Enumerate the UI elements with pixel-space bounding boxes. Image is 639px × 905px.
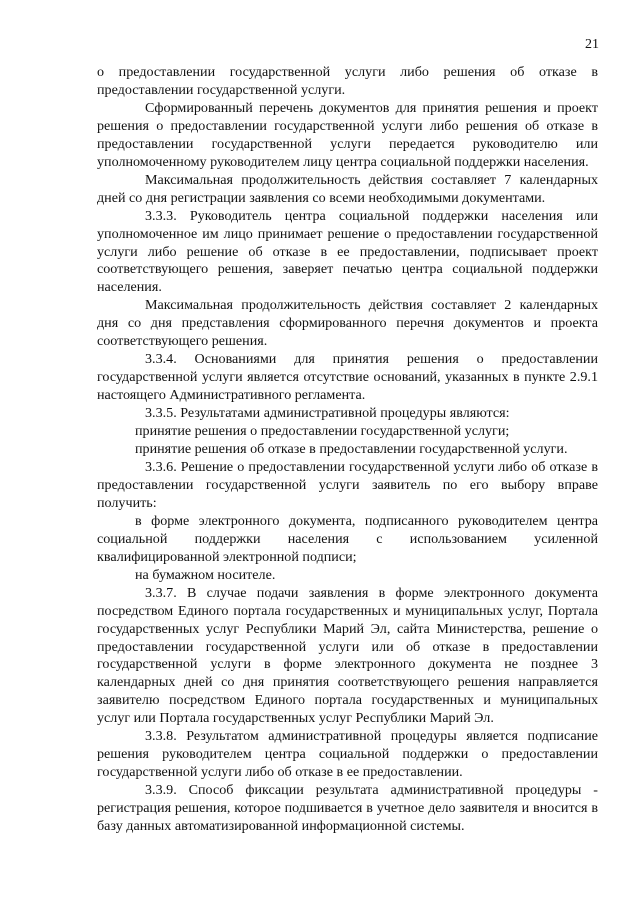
paragraph: 3.3.5. Результатами административной процедуры являются: [145, 405, 510, 422]
paragraph: 3.3.8. Результатом административной процедуры является подписание решения руководителем центра социальной поддержки о предоставлении государственной услуги либо об отказе в ее предоставлении. [97, 728, 598, 781]
paragraph: о предоставлении государственной услуги либо решения об отказе в предоставлении государственной услуги. [97, 64, 598, 98]
list-item: в форме электронного документа, подписанного руководителем центра социальной поддержки населения с использованием усиленной квалифицированной электронной подписи; [97, 512, 598, 565]
document-body [97, 64, 598, 836]
list-item: на бумажном носителе. [135, 566, 276, 583]
paragraph: Максимальная продолжительность действия составляет 7 календарных дней со дня регистрации заявления со всеми необходимыми документами. [97, 171, 598, 206]
paragraph: 3.3.7. В случае подачи заявления в форме электронного документа посредством Единого портала государственных и муниципальных услуг, Портала государственных услуг Республики Марий Эл, сайта Министерства, решение о предоставлении государственной услуги или об отказе в предоставлении государственной услуги в форме электронного документа не позднее 3 календарных дней со дня принятия соответствующего решения направляется заявителю посредством Единого портала государственных и муниципальных услуг или Портала государственных услуг Республики Марий Эл. [97, 584, 598, 727]
list-item: принятие решения о предоставлении государственной услуги; [135, 423, 510, 440]
paragraph: 3.3.3. Руководитель центра социальной поддержки населения или уполномоченное им лицо принимает решение о предоставлении государственной услуги либо решение об отказе в ее предоставлении, подписывает проект соответствующего решения, заверяет печатью центра социальной поддержки населения. [97, 207, 598, 296]
paragraph: Сформированный перечень документов для принятия решения и проект решения о предоставлении государственной услуги либо решения об отказе в предоставлении государственной услуги передается руководителю или уполномоченному руководителем лицу центра социальной поддержки населения. [97, 99, 598, 170]
paragraph: 3.3.4. Основаниями для принятия решения о предоставлении государственной услуги является отсутствие оснований, указанных в пункте 2.9.1 настоящего Административного регламента. [97, 351, 598, 404]
paragraph: Максимальная продолжительность действия составляет 2 календарных дня со дня представления сформированного перечня документов и проекта соответствующего решения. [97, 297, 598, 350]
paragraph: 3.3.6. Решение о предоставлении государственной услуги либо об отказе в предоставлении государственной услуги заявитель по его выбору вправе получить: [97, 458, 598, 511]
list-item: принятие решения об отказе в предоставлении государственной услуги. [135, 441, 568, 458]
page-number: 21 [585, 37, 599, 52]
paragraph: 3.3.9. Способ фиксации результата административной процедуры - регистрация решения, которое подшивается в учетное дело заявителя и вносится в базу данных автоматизированной информационной системы. [97, 782, 598, 835]
